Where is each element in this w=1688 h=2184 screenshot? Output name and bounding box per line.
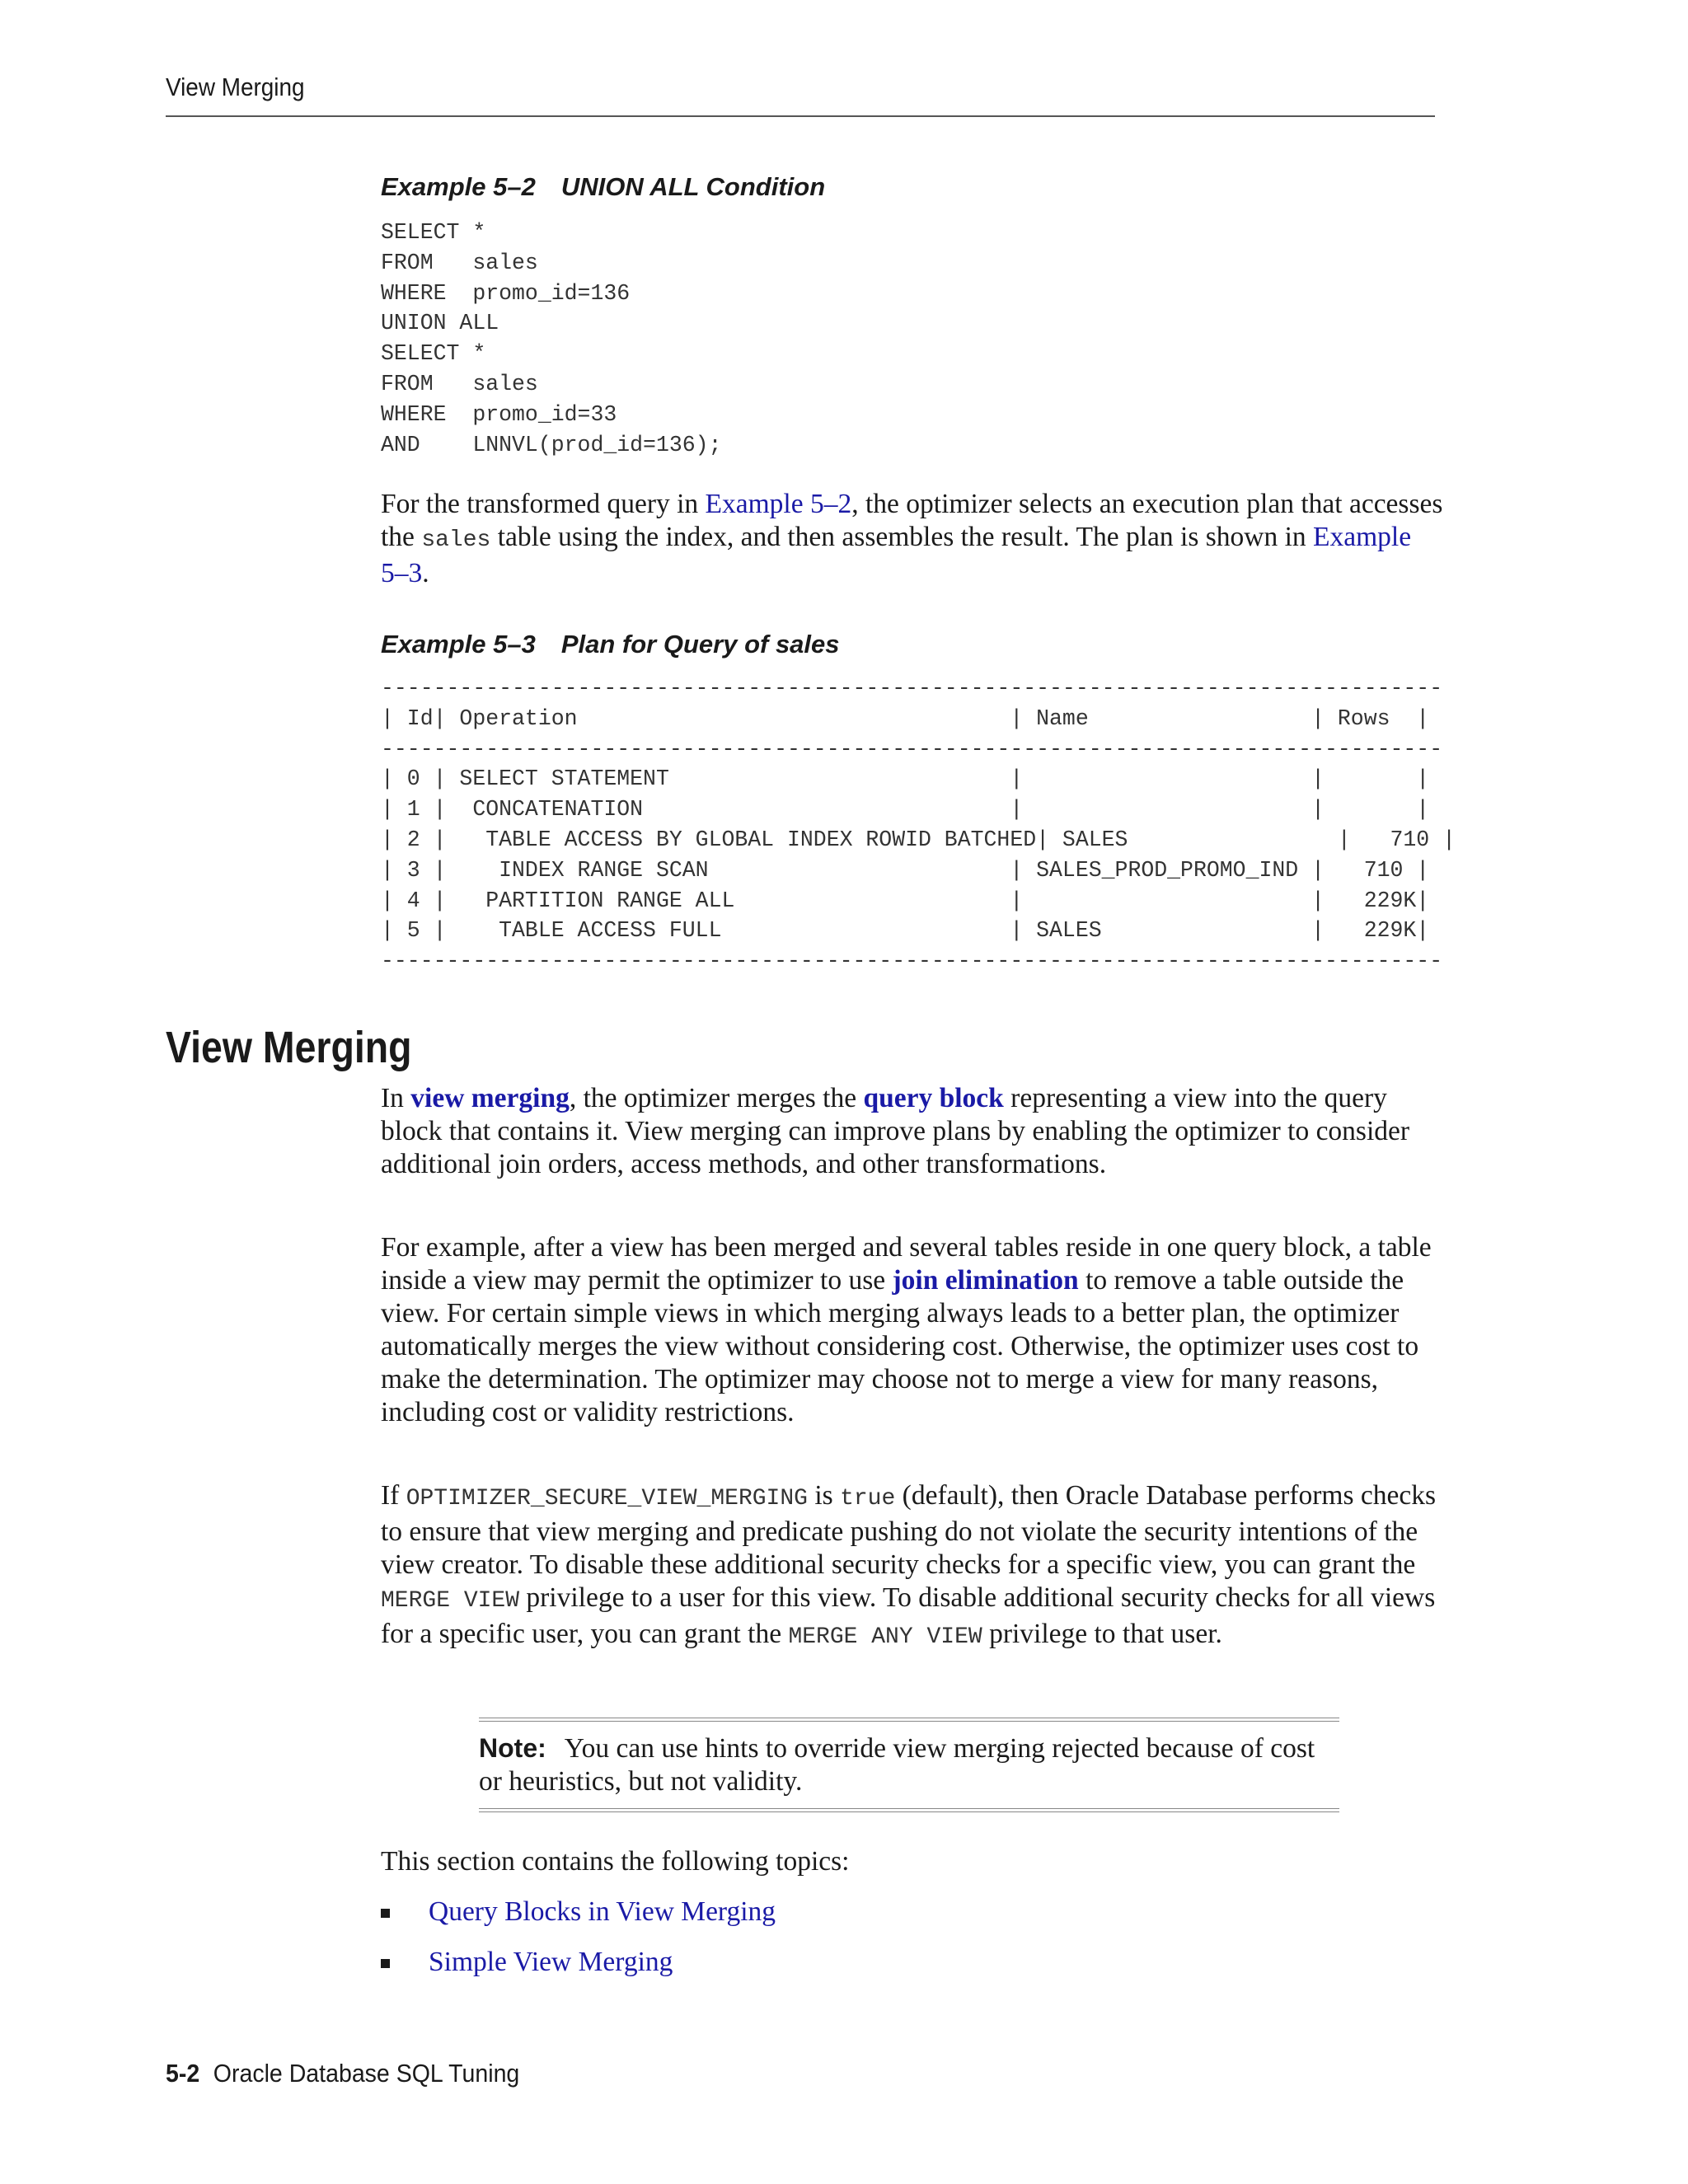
paragraph-view-merging-intro: [381, 1082, 1444, 1181]
note-text: You can use hints to override view merging rejected because of cost or heuristics, but not validity.: [479, 1733, 1315, 1797]
note-bottom-rule: [479, 1808, 1339, 1812]
topics-intro: This section contains the following topics:: [381, 1846, 850, 1877]
inline-code-parameter: OPTIMIZER_SECURE_VIEW_MERGING: [406, 1486, 808, 1511]
page-footer: [166, 2059, 519, 2088]
note-top-rule: [479, 1718, 1339, 1722]
example-5-2-caption: Example 5–2 UNION ALL Condition: [381, 172, 826, 201]
text: representing a view into the query block that contains it. View merging can improve plans by enabling the optimizer to consider additional join orders, access methods, and other transformations.: [381, 1083, 1410, 1179]
link-example-5-3[interactable]: Example 5–3: [381, 522, 1412, 588]
text: For example, after a view has been merged and several tables reside in one query block, a table inside a view may permit the optimizer to use: [381, 1232, 1432, 1296]
inline-code-merge-view: MERGE VIEW: [381, 1588, 520, 1614]
text: .: [422, 558, 429, 588]
link-query-blocks-in-view-merging[interactable]: Query Blocks in View Merging: [429, 1896, 776, 1927]
text: (default), then Oracle Database performs checks to ensure that view merging and predicate pushing do not violate the security intentions of the view creator. To disable these additional security checks for a specific view, you can grant the: [381, 1480, 1437, 1580]
header-rule: [166, 115, 1435, 117]
text: , the optimizer selects an execution plan that accesses the: [381, 489, 1443, 552]
text: is: [807, 1480, 841, 1511]
term-link-join-elimination[interactable]: join elimination: [892, 1265, 1079, 1296]
link-example-5-2[interactable]: Example 5–2: [705, 489, 852, 519]
inline-code-sales: sales: [421, 527, 491, 553]
text: privilege to a user for this view. To disable additional security checks for all views for a specific user, you can grant the: [381, 1582, 1436, 1649]
note-label: Note:: [479, 1733, 546, 1763]
bullet-square-icon: [381, 1959, 390, 1968]
text: table using the index, and then assembles the result. The plan is shown in: [490, 522, 1314, 552]
inline-code-true: true: [840, 1486, 896, 1511]
text: privilege to that user.: [982, 1619, 1222, 1649]
text: to remove a table outside the view. For certain simple views in which merging always leads to a better plan, the optimizer automatically merges the view without considering cost. Otherwise, the optimizer uses cost to make the determination. The optimizer may choose not to merge a view for many reasons, including cost or validity restrictions.: [381, 1265, 1419, 1427]
example-5-3-caption: Example 5–3 Plan for Query of sales: [381, 630, 840, 658]
footer-book-title: Oracle Database SQL Tuning: [213, 2059, 520, 2088]
text: If: [381, 1480, 406, 1511]
bullet-square-icon: [381, 1909, 390, 1918]
term-link-view-merging[interactable]: view merging: [410, 1083, 570, 1113]
link-simple-view-merging[interactable]: Simple View Merging: [429, 1947, 673, 1977]
text: For the transformed query in: [381, 489, 706, 519]
text: , the optimizer merges the: [569, 1083, 864, 1113]
example-5-3-plan-table: --------------------------------------------------------------------------------- | Id| Operation | Name | Rows | --------------------------------------------------------------------------------- | 0 | SELECT STATEMENT | | | | 1 | CONCATENATION | | | | 2 | TABLE ACCESS BY GLOBAL INDEX ROWID BATCHED| SALES | 710 | | 3 | INDEX RANGE SCAN | SALES_PROD_PROMO_IND | 710 | | 4 | PARTITION RANGE ALL | | 229K| | 5 | TABLE ACCESS FULL | SALES | 229K| ---------------------------------------------------------------------------------: [381, 676, 1456, 974]
paragraph-secure-view-merging: [381, 1479, 1444, 1654]
text: In: [381, 1083, 411, 1113]
running-header: View Merging: [166, 73, 305, 101]
example-5-2-code: SELECT * FROM sales WHERE promo_id=136 UNION ALL SELECT * FROM sales WHERE promo_id=33 AND LNNVL(prod_id=136);: [381, 220, 722, 457]
paragraph-join-elimination: [381, 1231, 1444, 1429]
note-content: [479, 1732, 1339, 1798]
term-link-query-block[interactable]: query block: [863, 1083, 1004, 1113]
note-box: [479, 1718, 1339, 1812]
paragraph-transformed-query: [381, 488, 1444, 590]
footer-page-number: 5-2: [166, 2059, 200, 2088]
section-heading: View Merging: [166, 1023, 412, 1072]
inline-code-merge-any-view: MERGE ANY VIEW: [788, 1624, 982, 1650]
